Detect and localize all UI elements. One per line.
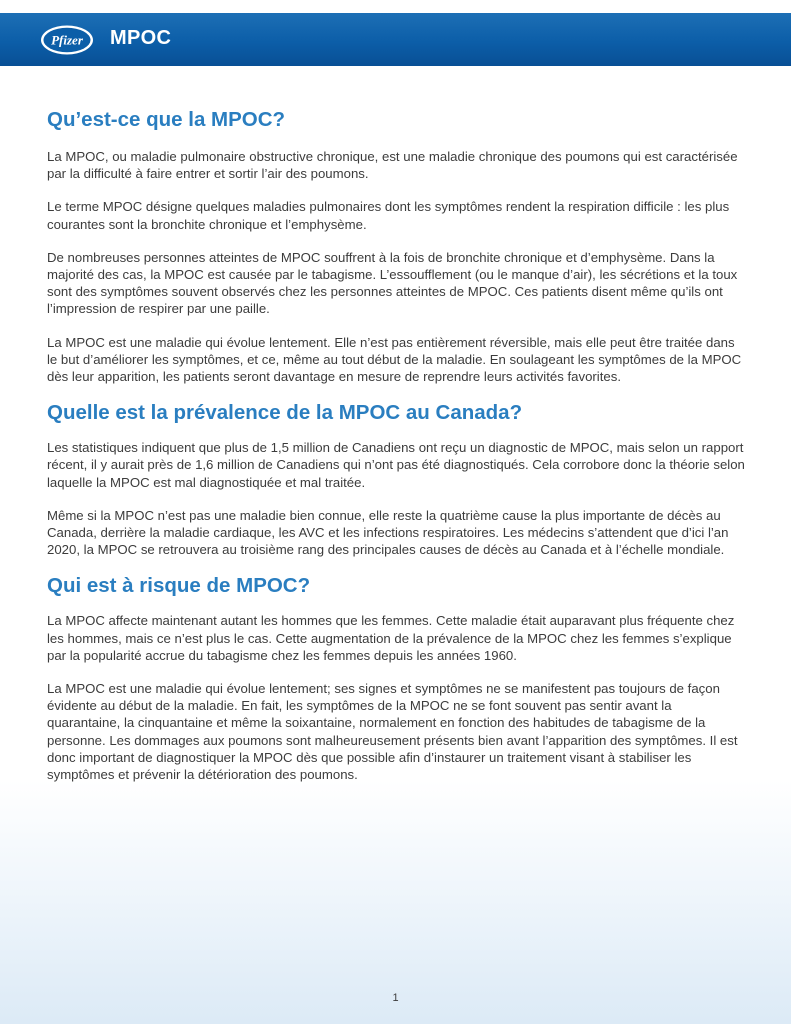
paragraph: La MPOC affecte maintenant autant les hommes que les femmes. Cette maladie était auparavant plus fréquente chez les hommes, mais ce n’est plus le cas. Cette augmentation de la prévalence de la MPOC chez les femmes s’explique par la popularité accrue du tabagisme chez les femmes depuis les années 1960. — [47, 613, 735, 663]
paragraph: La MPOC est une maladie qui évolue lentement; ses signes et symptômes ne se manifestent pas toujours de façon évidente au début de la maladie. En fait, les symptômes de la MPOC ne se font souvent pas sentir avant la quarantaine, la cinquantaine et même la soixantaine, normalement en fonction des habitudes de tabagisme de la personne. Les dommages aux poumons sont malheureusement présents bien avant l’apparition des symptômes. Il est donc important de diagnostiquer la MPOC dès que possible afin d’instaurer un traitement visant à stabiliser les symptômes et prévenir la détérioration des poumons. — [47, 681, 738, 783]
section-heading: Quelle est la prévalence de la MPOC au Canada? — [47, 401, 523, 425]
header-title: MPOC — [110, 27, 172, 49]
paragraph: Le terme MPOC désigne quelques maladies pulmonaires dont les symptômes rendent la respiration difficile : les plus courantes sont la bronchite chronique et l’emphysème. — [47, 199, 730, 232]
paragraph: Les statistiques indiquent que plus de 1,5 million de Canadiens ont reçu un diagnostic de MPOC, mais selon un rapport récent, il y aurait près de 1,6 million de Canadiens qui n’ont pas été diagnostiqués. Cela corrobore donc la théorie selon laquelle la MPOC est mal diagnostiquée et mal traitée. — [47, 440, 745, 490]
header-bar — [0, 13, 791, 66]
paragraph: De nombreuses personnes atteintes de MPOC souffrent à la fois de bronchite chronique et d’emphysème. Dans la majorité des cas, la MPOC est causée par le tabagisme. L’essoufflement (ou le manque d’air), les sécrétions et la toux sont des symptômes souvent observés chez les personnes atteintes de MPOC. Ces patients disent même qu’ils ont l’impression de respirer par une paille. — [47, 249, 738, 317]
pfizer-logo-icon — [40, 24, 94, 56]
paragraph: Même si la MPOC n’est pas une maladie bien connue, elle reste la quatrième cause la plus importante de décès au Canada, derrière la maladie cardiaque, les AVC et les infections respiratoires. Les médecins s’attendent que d’ici l’an 2020, la MPOC se retrouvera au troisième rang des principales causes de décès au Canada et à l’échelle mondiale. — [47, 507, 729, 558]
svg-text:Pfizer: Pfizer — [51, 32, 83, 48]
section-heading: Qu’est-ce que la MPOC? — [47, 108, 286, 131]
page-number: 1 — [392, 992, 399, 1004]
paragraph: La MPOC est une maladie qui évolue lentement. Elle n’est pas entièrement réversible, mais elle peut être traitée dans le but d’améliorer les symptômes, et ce, même au tout début de la maladie. En soulageant les symptômes de la MPOC dès leur apparition, les patients seront davantage en mesure de reprendre leurs activités favorites. — [47, 334, 742, 385]
paragraph: La MPOC, ou maladie pulmonaire obstructive chronique, est une maladie chronique des poumons qui est caractérisée par la difficulté à faire entrer et sortir l’air des poumons. — [47, 149, 738, 182]
section-heading: Qui est à risque de MPOC? — [47, 574, 311, 598]
document-body — [47, 106, 747, 783]
